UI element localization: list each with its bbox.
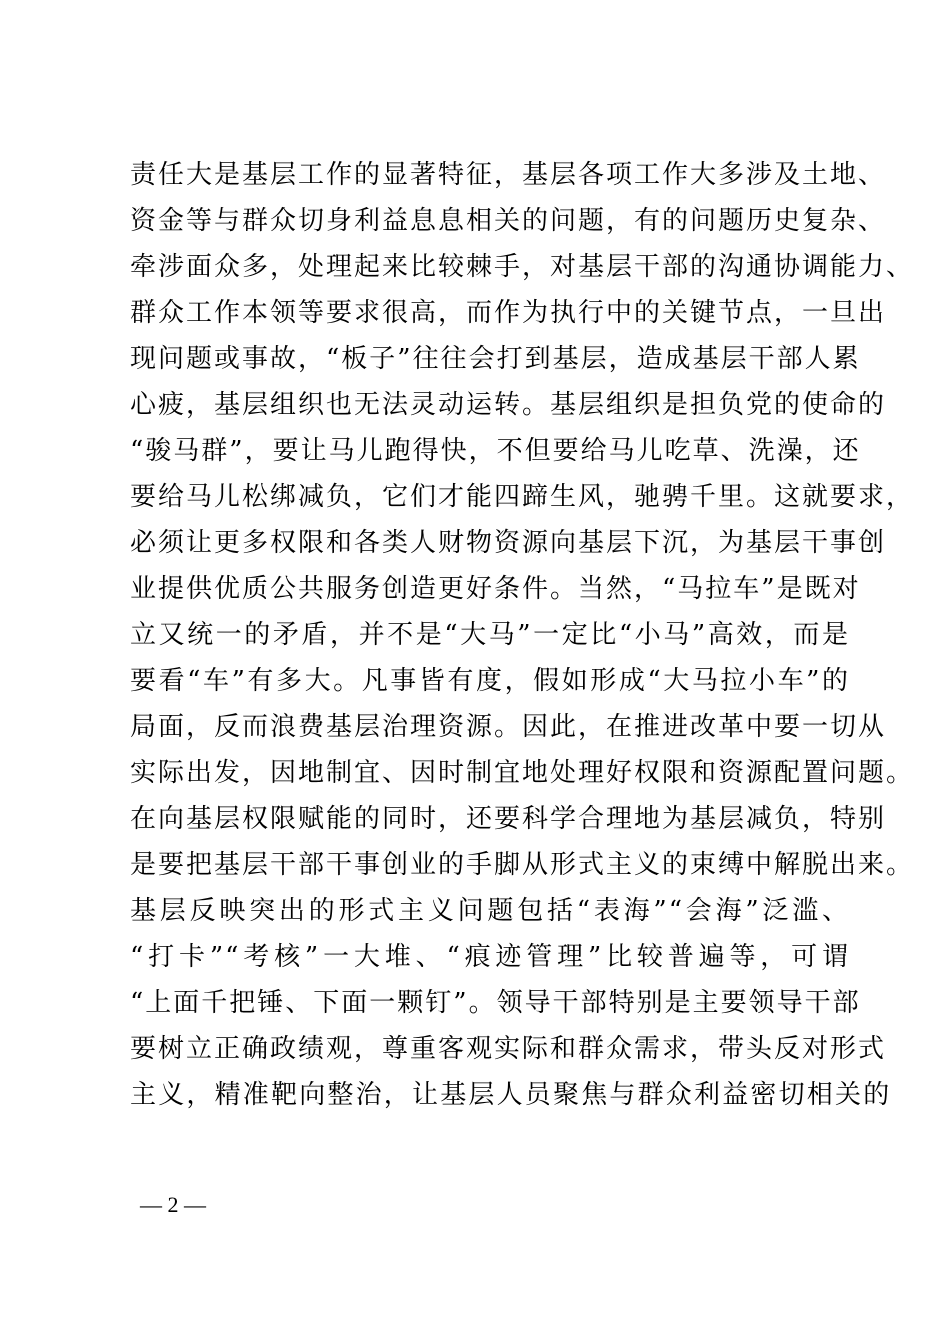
body-paragraph (130, 152, 915, 1118)
text-line: 必须让更多权限和各类人财物资源向基层下沉，为基层干事创 (130, 528, 887, 558)
text-line: 基层反映突出的形式主义问题包括“表海”“会海”泛滥、 (130, 896, 850, 926)
text-line: 立又统一的矛盾，并不是“大马”一定比“小马”高效，而是 (130, 620, 850, 650)
text-line: 群众工作本领等要求很高，而作为执行中的关键节点，一旦出 (130, 298, 887, 328)
text-line: 牵涉面众多，处理起来比较棘手，对基层干部的沟通协调能力、 (130, 252, 915, 282)
text-line: 要给马儿松绑减负，它们才能四蹄生风，驰骋千里。这就要求， (130, 482, 915, 512)
text-line: “打卡”“考核”一大堆、“痕迹管理”比较普遍等，可谓 (130, 942, 850, 972)
text-line: 主义，精准靶向整治，让基层人员聚焦与群众利益密切相关的 (130, 1080, 892, 1110)
text-line: 责任大是基层工作的显著特征，基层各项工作大多涉及土地、 (130, 160, 887, 190)
text-line: 心疲，基层组织也无法灵动运转。基层组织是担负党的使命的 (130, 390, 887, 420)
text-line: 现问题或事故，“板子”往往会打到基层，造成基层干部人累 (130, 344, 861, 374)
text-line: 资金等与群众切身利益息息相关的问题，有的问题历史复杂、 (130, 206, 887, 236)
text-line: 在向基层权限赋能的同时，还要科学合理地为基层减负，特别 (130, 804, 887, 834)
text-line: “上面千把锤、下面一颗钉”。领导干部特别是主要领导干部 (130, 988, 861, 1018)
text-line: “骏马群”，要让马儿跑得快，不但要给马儿吃草、洗澡，还 (130, 436, 861, 466)
text-line: 实际出发，因地制宜、因时制宜地处理好权限和资源配置问题。 (130, 758, 915, 788)
text-line: 业提供优质公共服务创造更好条件。当然，“马拉车”是既对 (130, 574, 861, 604)
page-number: — 2 — (140, 1192, 206, 1217)
text-line: 要看“车”有多大。凡事皆有度，假如形成“大马拉小车”的 (130, 666, 850, 696)
text-line: 是要把基层干部干事创业的手脚从形式主义的束缚中解脱出来。 (130, 850, 915, 880)
text-line: 局面，反而浪费基层治理资源。因此，在推进改革中要一切从 (130, 712, 887, 742)
text-line: 要树立正确政绩观，尊重客观实际和群众需求，带头反对形式 (130, 1034, 887, 1064)
